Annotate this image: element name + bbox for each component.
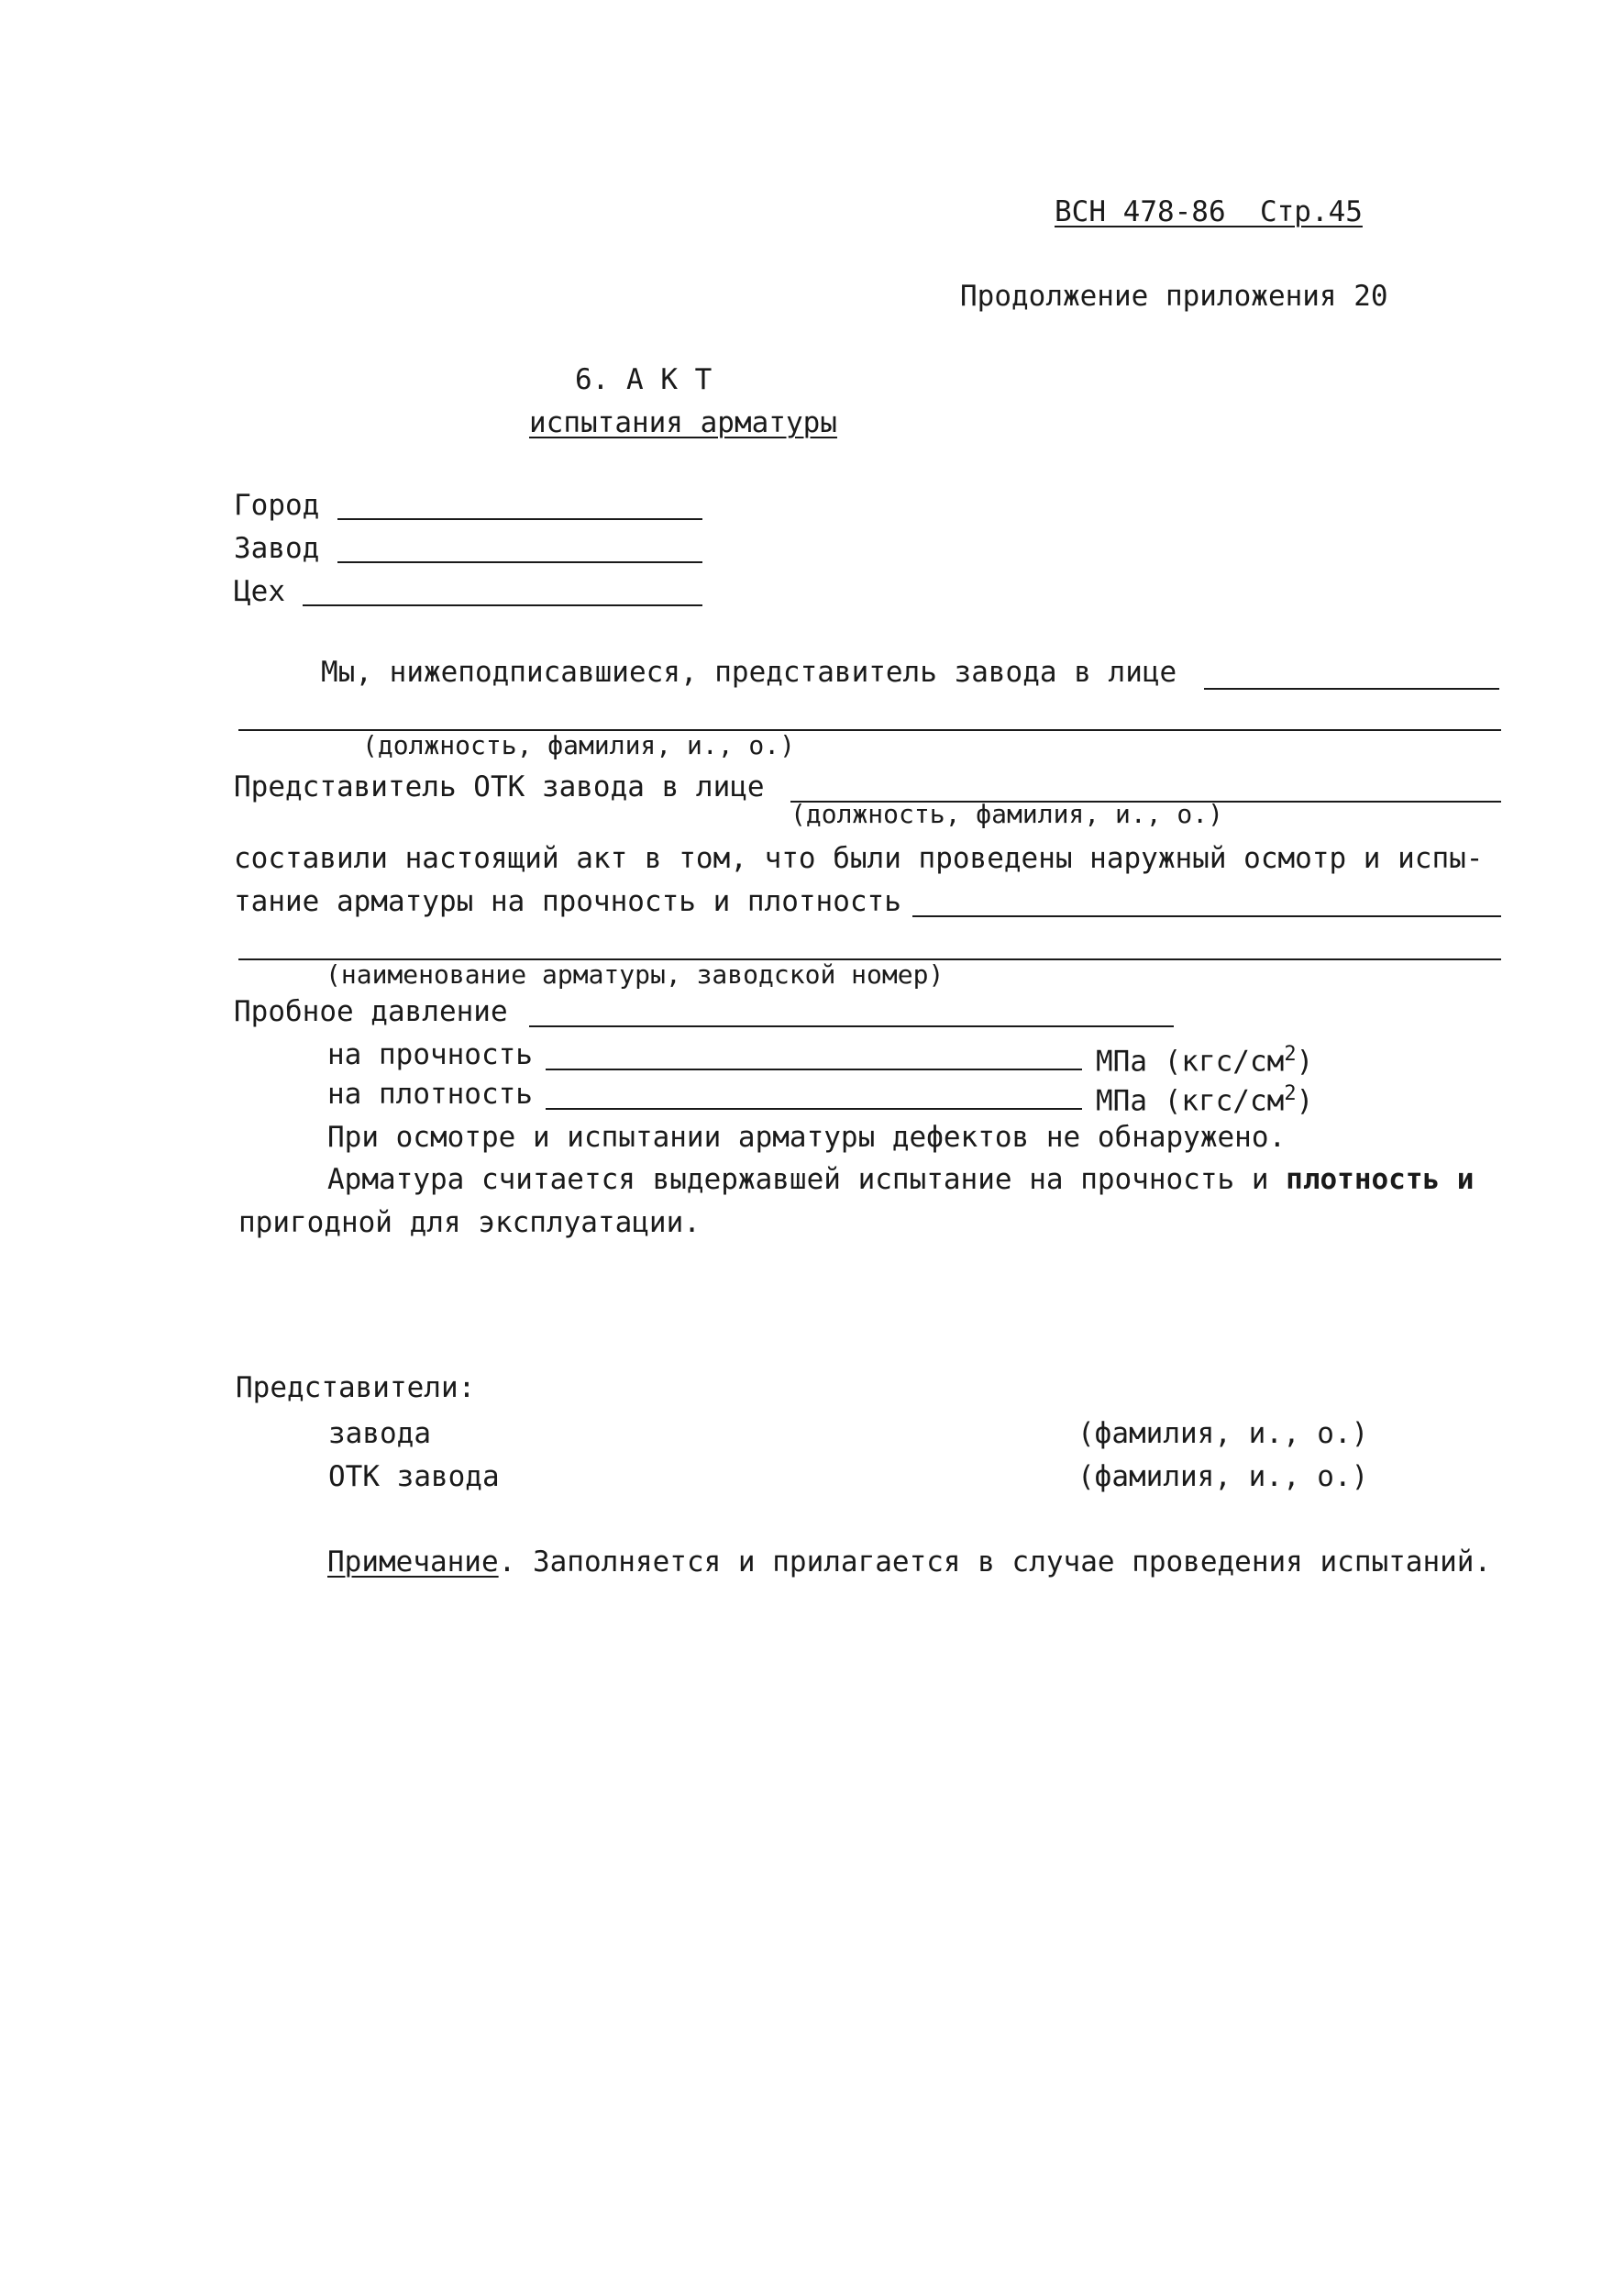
compiled-text-line2: тание арматуры на прочность и плотность xyxy=(234,885,901,918)
document-code: ВСН 478-86 Стр.45 xyxy=(1055,195,1363,228)
plant-representative-caption: (фамилия, и., о.) xyxy=(1077,1417,1369,1450)
density-label: на плотность xyxy=(327,1078,533,1111)
intro-text: Мы, нижеподписавшиеся, представитель завода в лице xyxy=(321,656,1177,689)
note-label: Примечание xyxy=(327,1545,499,1579)
act-title: 6. А К Т xyxy=(575,363,713,396)
plant-representative-label: завода xyxy=(328,1417,431,1450)
strength-field-line[interactable] xyxy=(546,1069,1082,1070)
fitting-caption: (наименование арматуры, заводской номер) xyxy=(326,959,945,990)
position-caption-1: (должность, фамилия, и., о.) xyxy=(362,730,796,760)
city-field-line[interactable] xyxy=(337,518,702,520)
act-subtitle: испытания арматуры xyxy=(529,406,837,439)
otk-rep-text: Представитель ОТК завода в лице xyxy=(234,770,765,803)
plant-field-line[interactable] xyxy=(337,561,702,563)
plant-label: Завод xyxy=(234,532,320,565)
note xyxy=(327,1545,1491,1579)
workshop-label: Цех xyxy=(234,575,285,608)
note-text: . Заполняется и прилагается в случае проведения испытаний. xyxy=(498,1545,1492,1579)
plant-rep-field-line[interactable] xyxy=(1204,688,1499,690)
fitting-strength-field-line[interactable] xyxy=(912,915,1501,917)
position-caption-2: (должность, фамилия, и., о.) xyxy=(790,799,1224,829)
density-unit: МПа $(кгс/см^2)$ xyxy=(1096,1082,1314,1118)
representatives-heading: Представители: xyxy=(236,1371,476,1404)
conclusion-line1: Арматура считается выдержавшей испытание на прочность и плотность и xyxy=(327,1163,1475,1196)
test-pressure-label: Пробное давление xyxy=(234,995,508,1028)
workshop-field-line[interactable] xyxy=(303,604,702,606)
density-field-line[interactable] xyxy=(546,1108,1082,1110)
otk-representative-label: ОТК завода xyxy=(328,1460,500,1493)
test-pressure-field-line[interactable] xyxy=(529,1025,1174,1027)
conclusion-line2: пригодной для эксплуатации. xyxy=(238,1206,701,1239)
strength-label: на прочность xyxy=(327,1038,533,1071)
compiled-text-line1: составили настоящий акт в том, что были проведены наружный осмотр и испы- xyxy=(234,842,1484,875)
strength-unit: МПа $(кгс/см^2)$ xyxy=(1096,1043,1314,1079)
otk-representative-caption: (фамилия, и., о.) xyxy=(1077,1460,1369,1493)
no-defects-text: При осмотре и испытании арматуры дефектов не обнаружено. xyxy=(327,1121,1287,1154)
city-label: Город xyxy=(234,489,320,522)
appendix-continuation: Продолжение приложения 20 xyxy=(960,280,1388,313)
